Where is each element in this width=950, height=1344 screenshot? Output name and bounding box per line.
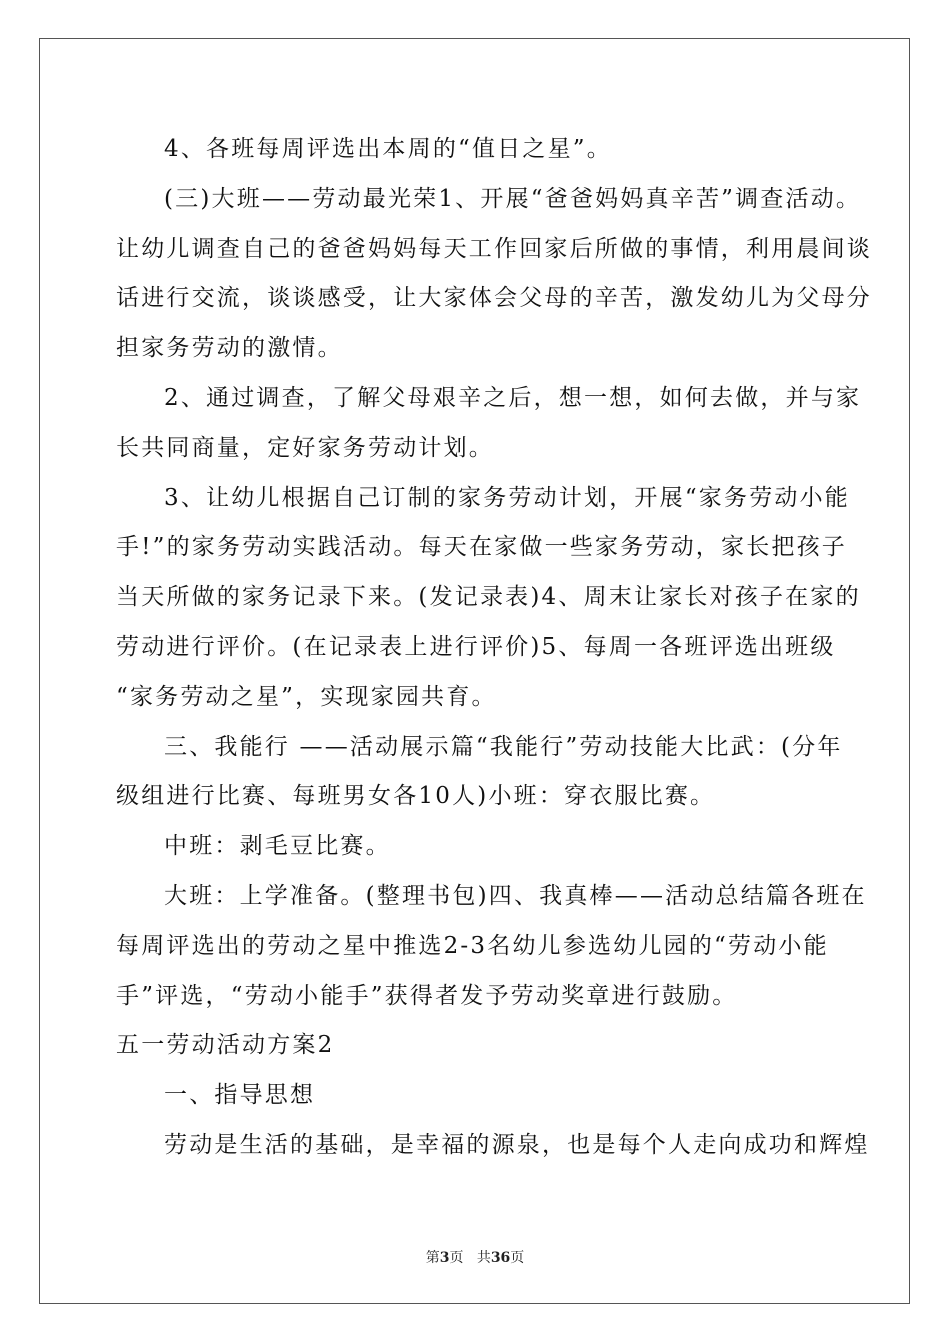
page-prefix: 第	[425, 1250, 440, 1266]
text-line: 当天所做的家务记录下来。(发记录表)4、周末让家长对孩子在家的	[116, 584, 861, 611]
text-line: 手!”的家务劳动实践活动。每天在家做一些家务劳动，家长把孩子	[116, 534, 848, 561]
text-line: (三)大班——劳动最光荣1、开展“爸爸妈妈真辛苦”调查活动。	[164, 185, 862, 212]
text-line: 3、让幼儿根据自己订制的家务劳动计划，开展“家务劳动小能	[164, 484, 850, 511]
text-line: 担家务劳动的激情。	[116, 335, 343, 362]
text-line: 三、我能行 ——活动展示篇“我能行”劳动技能大比武：(分年	[164, 733, 843, 760]
text-line: “家务劳动之星”，实现家园共育。	[116, 683, 497, 710]
text-line: 级组进行比赛、每班男女各10人)小班：穿衣服比赛。	[116, 783, 716, 810]
text-line: 2、通过调查，了解父母艰辛之后，想一想，如何去做，并与家	[164, 384, 862, 411]
text-line: 手”评选，“劳动小能手”获得者发予劳动奖章进行鼓励。	[116, 982, 738, 1009]
page-unit: 页	[449, 1250, 464, 1266]
text-line: 劳动是生活的基础，是幸福的源泉，也是每个人走向成功和辉煌	[164, 1131, 870, 1158]
text-line: 中班：剥毛豆比赛。	[164, 833, 391, 860]
text-line: 4、各班每周评选出本周的“值日之星”。	[164, 136, 612, 162]
text-line: 劳动进行评价。(在记录表上进行评价)5、每周一各班评选出班级	[116, 633, 836, 660]
total-unit: 页	[510, 1250, 525, 1266]
page-footer	[0, 1247, 950, 1267]
page-number: 3	[439, 1250, 450, 1266]
total-prefix: 共	[476, 1250, 491, 1266]
text-line: 五一劳动活动方案2	[116, 1032, 335, 1059]
text-line: 每周评选出的劳动之星中推选2-3名幼儿参选幼儿园的“劳动小能	[116, 932, 829, 959]
text-line: 一、指导思想	[164, 1082, 316, 1109]
text-line: 话进行交流，谈谈感受，让大家体会父母的辛苦，激发幼儿为父母分	[116, 285, 872, 312]
total-pages: 36	[490, 1250, 511, 1266]
text-line: 让幼儿调查自己的爸爸妈妈每天工作回家后所做的事情，利用晨间谈	[116, 235, 872, 262]
text-line: 大班：上学准备。(整理书包)四、我真棒——活动总结篇各班在	[164, 882, 867, 909]
document-body	[116, 125, 872, 1171]
text-line: 长共同商量，定好家务劳动计划。	[116, 434, 494, 461]
